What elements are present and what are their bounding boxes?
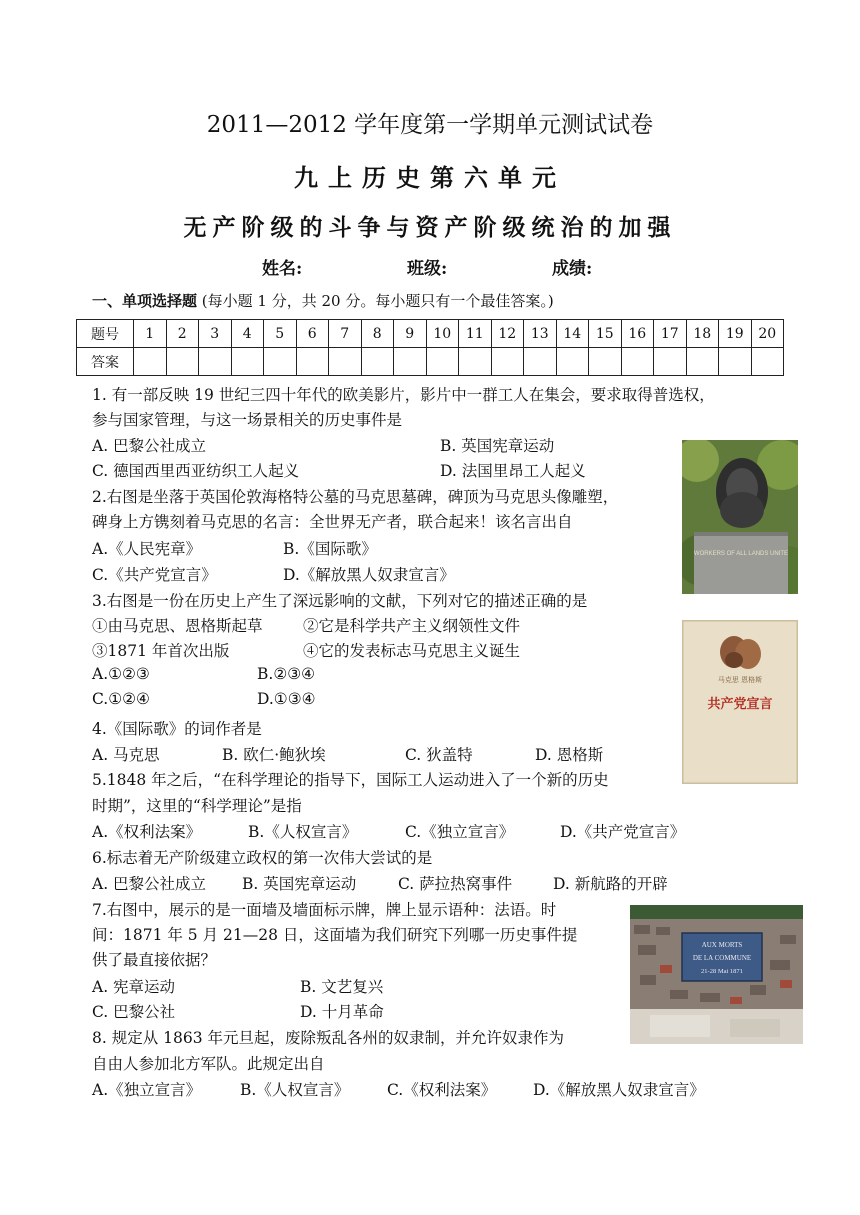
question-number: 7: [329, 320, 362, 348]
question-number: 2: [166, 320, 199, 348]
q5-option-a: A.《权利法案》: [92, 823, 202, 841]
wall-plaque-line1: AUX MORTS: [701, 941, 743, 949]
answer-cell[interactable]: [751, 348, 784, 376]
wall-plaque-line3: 21-28 Mai 1871: [701, 968, 743, 975]
name-field-label: 姓名:: [262, 259, 303, 279]
answer-cell[interactable]: [231, 348, 264, 376]
answer-cell[interactable]: [199, 348, 232, 376]
q5-stem-line1: 5.1848 年之后，“在科学理论的指导下，国际工人运动进入了一个新的历史: [92, 771, 609, 789]
q2-option-d: D.《解放黑人奴隶宣言》: [283, 566, 455, 584]
q1-option-b: B. 英国宪章运动: [440, 437, 555, 455]
q3-option-d: D.①③④: [257, 690, 316, 708]
number-row: [77, 320, 784, 348]
q1-option-a: A. 巴黎公社成立: [92, 437, 207, 455]
q8-stem-line1: 8. 规定从 1863 年元旦起，废除叛乱各州的奴隶制，并允许奴隶作为: [92, 1029, 565, 1047]
question-number: 5: [264, 320, 297, 348]
marx-tomb-photo: [682, 440, 798, 594]
q5-option-b: B.《人权宣言》: [248, 823, 358, 841]
book-author-text: 马克思 恩格斯: [717, 676, 763, 684]
question-number: 4: [231, 320, 264, 348]
question-number: 6: [296, 320, 329, 348]
q7-stem-line2: 间：1871 年 5 月 21—28 日，这面墙为我们研究下列哪一历史事件提: [92, 926, 578, 944]
answer-row: [77, 348, 784, 376]
q6-option-a: A. 巴黎公社成立: [92, 875, 207, 893]
q2-option-a: A.《人民宪章》: [92, 540, 202, 558]
q7-option-b: B. 文艺复兴: [300, 978, 384, 996]
q1-option-d: D. 法国里昂工人起义: [440, 462, 586, 480]
answer-cell[interactable]: [134, 348, 167, 376]
answer-cell[interactable]: [426, 348, 459, 376]
question-number: 18: [686, 320, 719, 348]
q4-option-c: C. 狄盖特: [405, 746, 473, 764]
score-field-label: 成绩:: [552, 259, 593, 279]
q7-option-c: C. 巴黎公社: [92, 1003, 176, 1021]
q2-stem-line2: 碑身上方镌刻着马克思的名言：全世界无产者，联合起来！该名言出自: [92, 513, 573, 531]
number-row-label: 题号: [77, 320, 134, 348]
q3-statement-1: ①由马克思、恩格斯起草: [92, 617, 263, 635]
q2-option-b: B.《国际歌》: [283, 540, 377, 558]
question-number: 11: [459, 320, 492, 348]
q3-stem: 3.右图是一份在历史上产生了深远影响的文献，下列对它的描述正确的是: [92, 592, 588, 610]
q1-stem-line2: 参与国家管理，与这一场景相关的历史事件是: [92, 411, 403, 429]
q7-stem-line3: 供了最直接依据？: [92, 951, 217, 969]
answer-cell[interactable]: [459, 348, 492, 376]
q3-statement-3: ③1871 年首次出版: [92, 642, 230, 660]
question-number: 8: [361, 320, 394, 348]
communards-wall-photo: [630, 905, 803, 1044]
section-note: (每小题 1 分，共 20 分。每小题只有一个最佳答案。): [201, 292, 554, 310]
answer-cell[interactable]: [719, 348, 752, 376]
tomb-plaque-text: WORKERS OF ALL LANDS UNITE: [693, 551, 789, 557]
q2-stem-line1: 2.右图是坐落于英国伦敦海格特公墓的马克思墓碑，碑顶为马克思头像雕塑，: [92, 488, 619, 506]
q3-option-a: A.①②③: [92, 665, 150, 683]
q6-option-b: B. 英国宪章运动: [242, 875, 357, 893]
answer-row-label: 答案: [77, 348, 134, 376]
wall-plaque-line2: DE LA COMMUNE: [692, 954, 752, 962]
q5-option-c: C.《独立宣言》: [405, 823, 515, 841]
q4-stem: 4.《国际歌》的词作者是: [92, 720, 262, 738]
question-number: 9: [394, 320, 427, 348]
q7-option-d: D. 十月革命: [300, 1003, 384, 1021]
answer-cell[interactable]: [621, 348, 654, 376]
section-heading: [92, 290, 554, 311]
q8-option-d: D.《解放黑人奴隶宣言》: [533, 1081, 705, 1099]
answer-cell[interactable]: [329, 348, 362, 376]
answer-cell[interactable]: [166, 348, 199, 376]
q8-option-a: A.《独立宣言》: [92, 1081, 202, 1099]
answer-cell[interactable]: [264, 348, 297, 376]
q8-stem-line2: 自由人参加北方军队。此规定出自: [92, 1055, 325, 1073]
answer-cell[interactable]: [394, 348, 427, 376]
question-number: 16: [621, 320, 654, 348]
question-number: 20: [751, 320, 784, 348]
class-field-label: 班级:: [407, 259, 448, 279]
answer-cell[interactable]: [296, 348, 329, 376]
answer-cell[interactable]: [491, 348, 524, 376]
q3-statement-4: ④它的发表标志马克思主义诞生: [303, 642, 521, 660]
section-title: 一、单项选择题: [92, 292, 198, 310]
question-number: 17: [654, 320, 687, 348]
exam-title: 2011—2012 学年度第一学期单元测试试卷: [206, 112, 654, 138]
q3-statement-2: ②它是科学共产主义纲领性文件: [303, 617, 521, 635]
answer-cell[interactable]: [654, 348, 687, 376]
question-number: 12: [491, 320, 524, 348]
q2-option-c: C.《共产党宣言》: [92, 566, 217, 584]
book-title-text: 共产党宣言: [707, 697, 773, 712]
q4-option-a: A. 马克思: [92, 746, 160, 764]
q6-stem: 6.标志着无产阶级建立政权的第一次伟大尝试的是: [92, 849, 433, 867]
unit-title: 无产阶级的斗争与资产阶级统治的加强: [183, 214, 677, 241]
q8-option-b: B.《人权宣言》: [240, 1081, 350, 1099]
question-number: 10: [426, 320, 459, 348]
answer-table: [76, 319, 784, 376]
answer-cell[interactable]: [361, 348, 394, 376]
q3-option-b: B.②③④: [257, 665, 316, 683]
q4-option-d: D. 恩格斯: [535, 746, 604, 764]
q7-option-a: A. 宪章运动: [92, 978, 176, 996]
answer-cell[interactable]: [556, 348, 589, 376]
q4-option-b: B. 欧仁·鲍狄埃: [222, 746, 326, 764]
q5-option-d: D.《共产党宣言》: [560, 823, 686, 841]
question-number: 13: [524, 320, 557, 348]
answer-cell[interactable]: [686, 348, 719, 376]
question-number: 3: [199, 320, 232, 348]
question-number: 19: [719, 320, 752, 348]
q3-option-c: C.①②④: [92, 690, 150, 708]
q6-option-d: D. 新航路的开辟: [553, 875, 668, 893]
answer-cell[interactable]: [524, 348, 557, 376]
q8-option-c: C.《权利法案》: [387, 1081, 497, 1099]
manifesto-book-photo: [682, 620, 798, 784]
q1-option-c: C. 德国西里西亚纺织工人起义: [92, 462, 300, 480]
q5-stem-line2: 时期”，这里的“科学理论”是指: [92, 797, 302, 815]
exam-subtitle: 九上历史第六单元: [294, 163, 566, 192]
answer-cell[interactable]: [589, 348, 622, 376]
q6-option-c: C. 萨拉热窝事件: [398, 875, 513, 893]
question-number: 15: [589, 320, 622, 348]
question-number: 1: [134, 320, 167, 348]
q1-stem-line1: 1. 有一部反映 19 世纪三四十年代的欧美影片，影片中一群工人在集会，要求取得普选权，: [92, 386, 715, 404]
question-number: 14: [556, 320, 589, 348]
q7-stem-line1: 7.右图中，展示的是一面墙及墙面标示牌，牌上显示语种：法语。时: [92, 901, 557, 919]
